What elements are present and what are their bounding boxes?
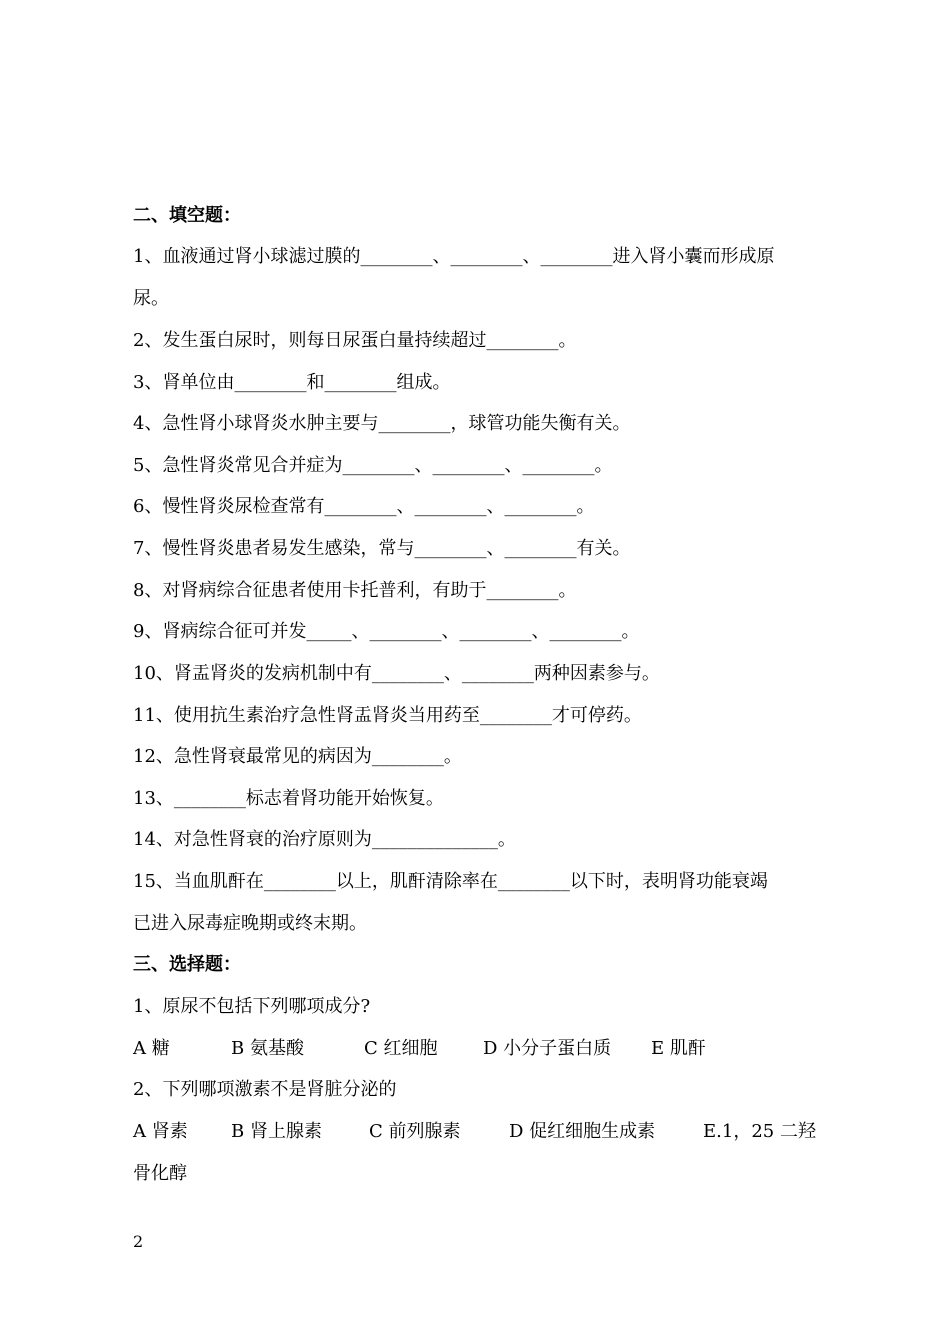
fill-blank-line-1: 1、血液通过肾小球滤过膜的________、________、________进入肾小囊而形成原	[133, 246, 775, 267]
fill-blank-line-5: 5、急性肾炎常见合并症为________、________、________。	[133, 455, 613, 476]
choice-q1-option-e: E 肌酐	[651, 1038, 706, 1059]
choice-q1-option-c: C 红细胞	[364, 1038, 438, 1059]
fill-blank-line-8: 8、对肾病综合征患者使用卡托普利，有助于________。	[133, 580, 577, 601]
fill-blank-line-3: 3、肾单位由________和________组成。	[133, 372, 451, 393]
choice-q2-option-e: E.1，25 二羟	[703, 1121, 816, 1142]
choice-q2-option-d: D 促红细胞生成素	[509, 1121, 656, 1142]
choice-q2-stem: 2、下列哪项激素不是肾脏分泌的	[133, 1079, 397, 1100]
fill-blank-line-12: 12、急性肾衰最常见的病因为________。	[133, 746, 462, 767]
fill-blank-line-7: 7、慢性肾炎患者易发生感染，常与________、________有关。	[133, 538, 631, 559]
choice-heading: 三、选择题：	[133, 954, 241, 975]
choice-q1-option-b: B 氨基酸	[231, 1038, 304, 1059]
fill-blank-line-2: 2、发生蛋白尿时，则每日尿蛋白量持续超过________。	[133, 330, 577, 351]
choice-q1-stem: 1、原尿不包括下列哪项成分?	[133, 996, 371, 1017]
fill-blank-line-13: 13、________标志着肾功能开始恢复。	[133, 788, 444, 809]
choice-q2-option-c: C 前列腺素	[369, 1121, 461, 1142]
choice-q2-option-e-cont: 骨化醇	[133, 1163, 187, 1184]
fill-blank-line-4: 4、急性肾小球肾炎水肿主要与________，球管功能失衡有关。	[133, 413, 631, 434]
fill-blank-line-14: 14、对急性肾衰的治疗原则为______________。	[133, 829, 516, 850]
fill-blank-line-15-cont: 已进入尿毒症晚期或终末期。	[133, 913, 367, 934]
fill-blank-line-9: 9、肾病综合征可并发_____、________、________、________。	[133, 621, 640, 642]
fill-blank-line-15: 15、当血肌酐在________以上，肌酐清除率在________以下时，表明肾功能衰竭	[133, 871, 768, 892]
choice-q2-options	[133, 1120, 816, 1144]
choice-q1-options	[133, 1037, 706, 1061]
fill-blank-line-11: 11、使用抗生素治疗急性肾盂肾炎当用药至________才可停药。	[133, 705, 642, 726]
fill-blank-line-1-cont: 尿。	[133, 288, 169, 309]
choice-q2-option-b: B 肾上腺素	[231, 1121, 322, 1142]
choice-q2-option-a: A 肾素	[133, 1121, 188, 1142]
choice-q1-option-a: A 糖	[133, 1038, 170, 1059]
fill-blank-heading: 二、填空题：	[133, 205, 241, 226]
page-number: 2	[133, 1232, 144, 1251]
fill-blank-line-6: 6、慢性肾炎尿检查常有________、________、________。	[133, 496, 595, 517]
fill-blank-line-10: 10、肾盂肾炎的发病机制中有________、________两种因素参与。	[133, 663, 660, 684]
choice-q1-option-d: D 小分子蛋白质	[483, 1038, 612, 1059]
